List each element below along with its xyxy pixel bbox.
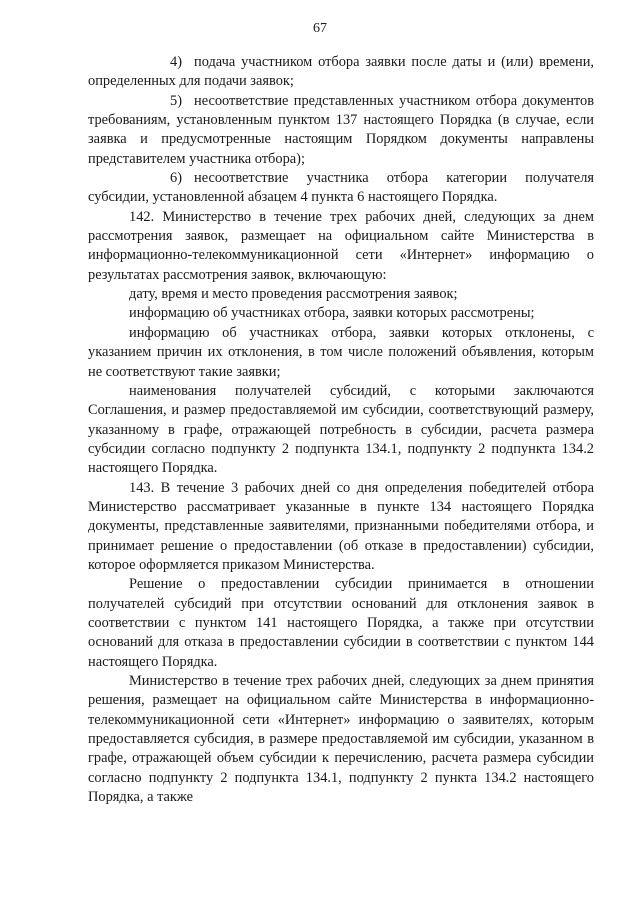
paragraph-decision: Решение о предоставлении субсидии принимается в отношении получателей субсидий при отсутствии оснований для отклонения заявок в соответствии с пунктом 141 настоящего Порядка, а также при отсутствии оснований для отказа в предоставлении субсидии в соответствии с пунктом 144 настоящего Порядка.: [88, 576, 594, 670]
paragraph-date-time-place: дату, время и место проведения рассмотрения заявок;: [129, 286, 458, 303]
paragraph-143: 143. В течение 3 рабочих дней со дня определения победителей отбора Министерство рассматривает указанные в пункте 134 настоящего Порядка документы, представленные заявителями, признанными победителями отбора, и принимает решение о предоставлении (об отказе в предоставлении) субсидии, которое оформляется приказом Министерства.: [88, 479, 594, 573]
paragraph-reviewed-participants: информацию об участниках отбора, заявки которых рассмотрены;: [129, 305, 535, 322]
list-item-text: несоответствие участника отбора категории получателя субсидии, установленной абзацем 4 пункта 6 настоящего Порядка.: [88, 170, 594, 206]
paragraph-rejected-participants: информацию об участниках отбора, заявки которых отклонены, с указанием причин их отклонения, в том числе положений объявления, которым не соответствуют такие заявки;: [88, 324, 594, 380]
list-item-text: несоответствие представленных участником отбора документов требованиям, установленным пунктом 137 настоящего Порядка (в случае, если заявка и предусмотренные настоящим Порядком документы направлены представителем участника отбора);: [88, 92, 594, 167]
list-item-4: [88, 53, 594, 92]
list-item-5: [88, 92, 594, 169]
list-item-number: 5): [170, 92, 182, 109]
paragraph-publication: Министерство в течение трех рабочих дней, следующих за днем принятия решения, размещает на официальном сайте Министерства в информационно-телекоммуникационной сети «Интернет» информацию о заявителях, которым предоставляется субсидия, в размере предоставляемой им субсидии, указанном в графе, отражающей объем субсидии к перечислению, расчета размера субсидии согласно подпункту 2 подпункта 134.1, подпункту 2 пункта 134.2 настоящего Порядка, а также: [88, 673, 594, 806]
list-item-number: 4): [170, 54, 182, 70]
list-item-number: 6): [170, 170, 182, 187]
document-body: [88, 53, 594, 807]
paragraph-recipients: наименования получателей субсидий, с которыми заключаются Соглашения, и размер предоставляемой им субсидии, соответствующий размеру, указанному в графе, отражающей потребность в субсидии, расчета размера субсидии согласно подпункту 2 подпункта 134.1, подпункту 2 подпункта 134.2 настоящего Порядка.: [88, 382, 594, 477]
list-item-text: подача участником отбора заявки после даты и (или) времени, определенных для подачи заявок;: [88, 54, 594, 90]
list-item-6: [88, 169, 594, 208]
paragraph-142: 142. Министерство в течение трех рабочих дней, следующих за днем рассмотрения заявок, размещает на официальном сайте Министерства в информационно-телекоммуникационной сети «Интернет» информацию о результатах рассмотрения заявок, включающую:: [88, 208, 594, 283]
page-number: 67: [313, 21, 327, 36]
